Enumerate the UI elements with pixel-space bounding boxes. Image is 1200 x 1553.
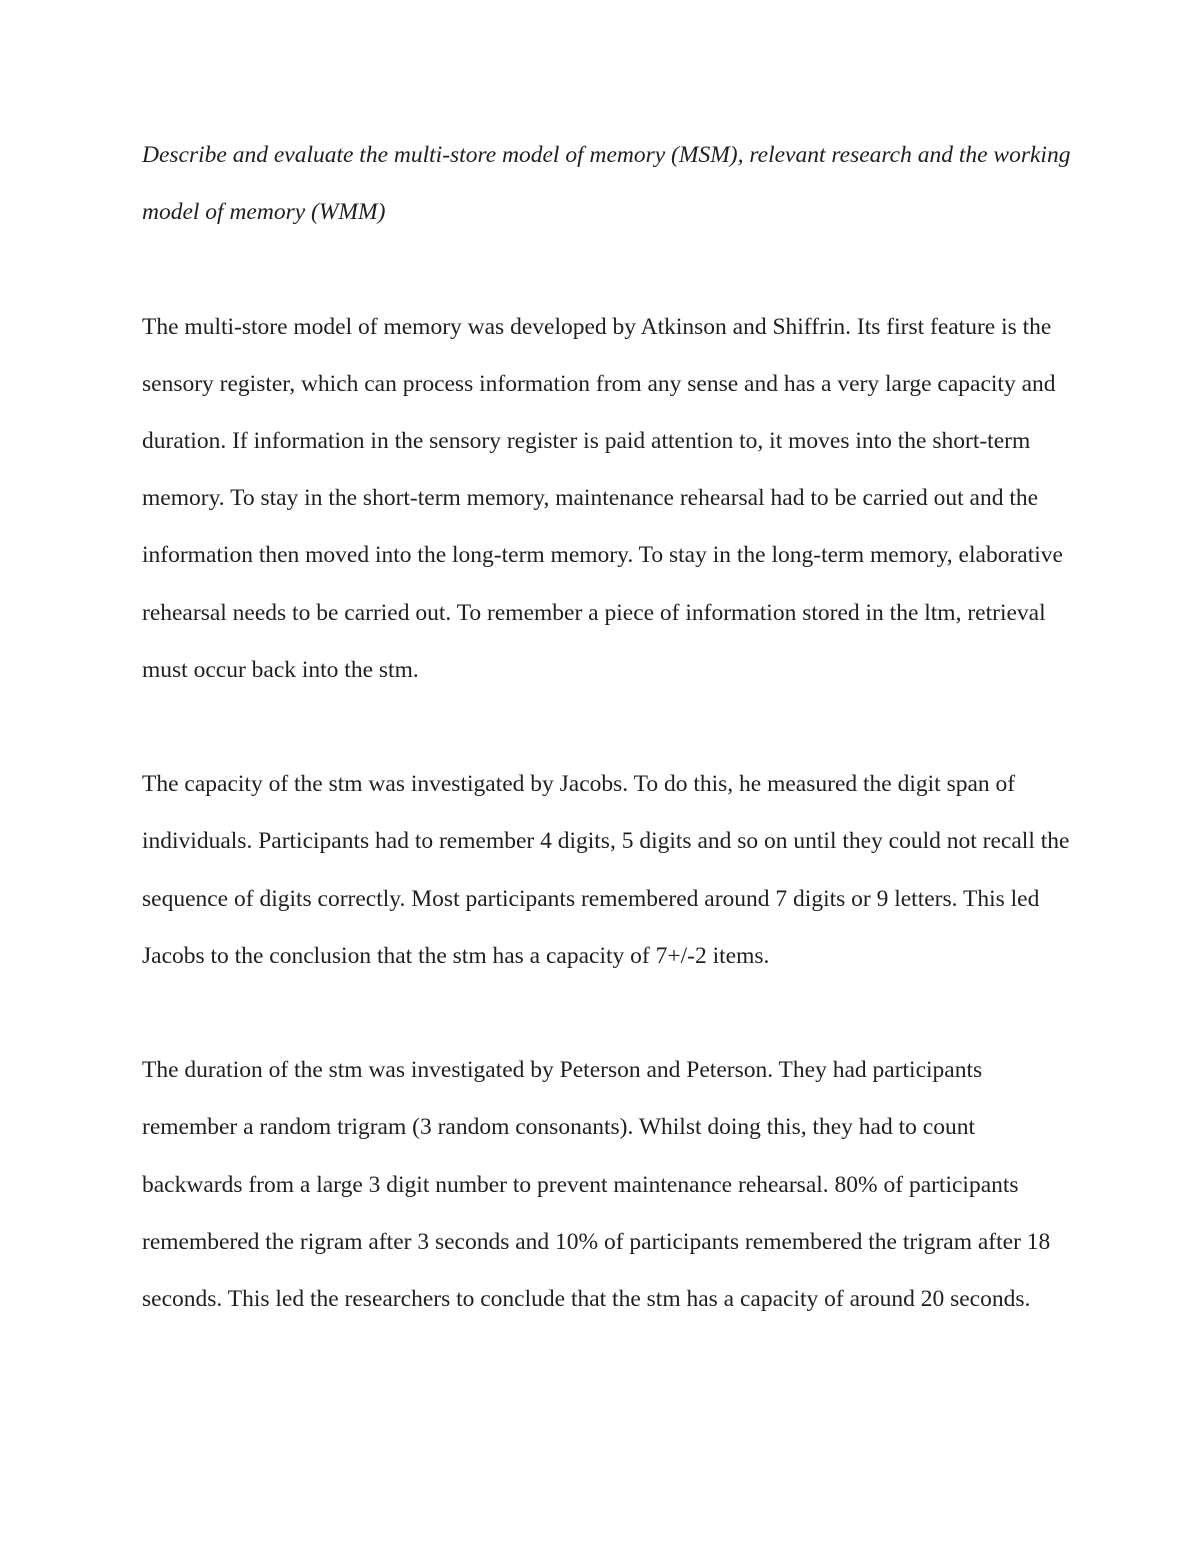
paragraph-msm-description: The multi-store model of memory was developed by Atkinson and Shiffrin. Its first feature is the sensory register, which can process information from any sense and has a very large capacity and duration. If information in the sensory register is paid attention to, it moves into the short-term memory. To stay in the short-term memory, maintenance rehearsal had to be carried out and the information then moved into the long-term memory. To stay in the long-term memory, elaborative rehearsal needs to be carried out. To remember a piece of information stored in the ltm, retrieval must occur back into the stm. bbox=[142, 313, 1063, 683]
essay-question: Describe and evaluate the multi-store model of memory (MSM), relevant research and the working model of memory (WMM) bbox=[142, 142, 1071, 226]
paragraph-stm-capacity: The capacity of the stm was investigated by Jacobs. To do this, he measured the digit span of individuals. Participants had to remember 4 digits, 5 digits and so on until they could not recall the sequence of digits correctly. Most participants remembered around 7 digits or 9 letters. This led Jacobs to the conclusion that the stm has a capacity of 7+/-2 items. bbox=[142, 771, 1070, 969]
document-body bbox=[142, 127, 1072, 1328]
paragraph-stm-duration: The duration of the stm was investigated by Peterson and Peterson. They had participants remember a random trigram (3 random consonants). Whilst doing this, they had to count backwards from a large 3 digit number to prevent maintenance rehearsal. 80% of participants remembered the rigram after 3 seconds and 10% of participants remembered the trigram after 18 seconds. This led the researchers to conclude that the stm has a capacity of around 20 seconds. bbox=[142, 1057, 1051, 1313]
